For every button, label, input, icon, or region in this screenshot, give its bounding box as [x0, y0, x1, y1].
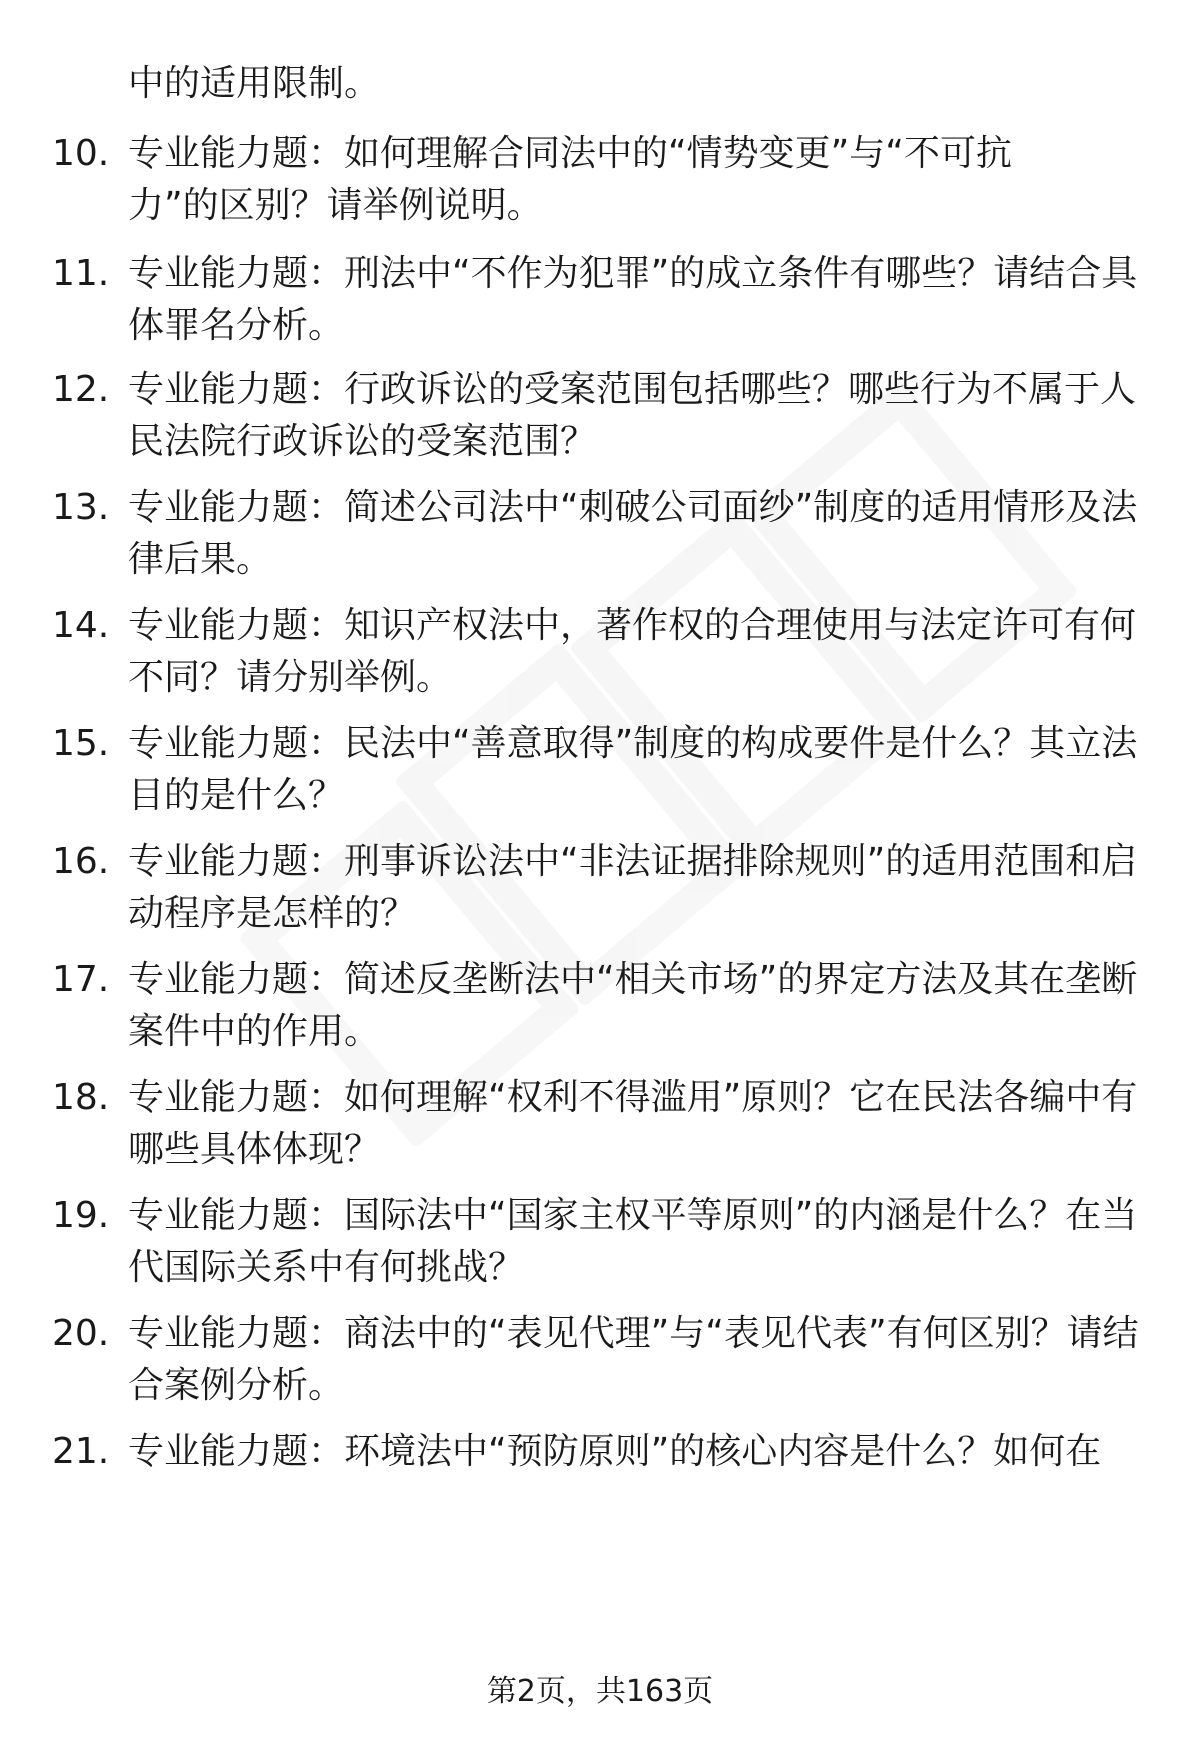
question-text: 专业能力题：刑事诉讼法中“非法证据排除规则”的适用范围和启动程序是怎样的？ — [128, 841, 1138, 934]
question-number: 18. — [52, 1077, 110, 1118]
question-number: 14. — [52, 605, 110, 646]
question-text: 专业能力题：环境法中“预防原则”的核心内容是什么？如何在 — [128, 1431, 1102, 1472]
question-text: 专业能力题：简述公司法中“刺破公司面纱”制度的适用情形及法律后果。 — [128, 487, 1138, 580]
question-number: 17. — [52, 959, 110, 1000]
question-number: 19. — [52, 1195, 110, 1236]
question-text: 专业能力题：民法中“善意取得”制度的构成要件是什么？其立法目的是什么？ — [128, 723, 1138, 816]
question-text: 专业能力题：简述反垄断法中“相关市场”的界定方法及其在垄断案件中的作用。 — [128, 959, 1138, 1052]
question-number: 10. — [52, 133, 110, 174]
question-number: 12. — [52, 369, 110, 410]
question-text: 专业能力题：如何理解“权利不得滥用”原则？它在民法各编中有哪些具体体现？ — [128, 1077, 1138, 1170]
question-number: 16. — [52, 841, 110, 882]
question-text: 专业能力题：国际法中“国家主权平等原则”的内涵是什么？在当代国际关系中有何挑战？ — [128, 1195, 1138, 1288]
question-number: 13. — [52, 487, 110, 528]
question-number: 15. — [52, 723, 110, 764]
question-number: 21. — [52, 1431, 110, 1472]
question-text: 专业能力题：刑法中“不作为犯罪”的成立条件有哪些？请结合具体罪名分析。 — [128, 253, 1138, 346]
question-number: 11. — [52, 253, 110, 294]
question-text: 专业能力题：商法中的“表见代理”与“表见代表”有何区别？请结合案例分析。 — [128, 1313, 1139, 1406]
question-text: 专业能力题：行政诉讼的受案范围包括哪些？哪些行为不属于人民法院行政诉讼的受案范围？ — [128, 369, 1137, 462]
question-text: 专业能力题：知识产权法中，著作权的合理使用与法定许可有何不同？请分别举例。 — [128, 605, 1137, 698]
question-number: 20. — [52, 1313, 110, 1354]
continuation-text: 中的适用限制。 — [128, 63, 381, 104]
question-text: 专业能力题：如何理解合同法中的“情势变更”与“不可抗力”的区别？请举例说明。 — [128, 133, 1012, 226]
page-footer: 第2页，共163页 — [486, 1674, 714, 1709]
